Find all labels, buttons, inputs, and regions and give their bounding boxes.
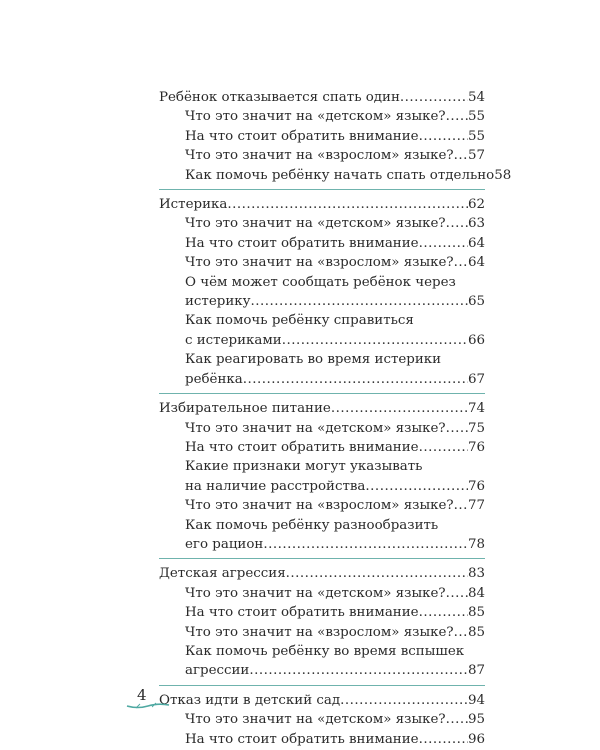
toc-section: [159, 691, 485, 749]
toc-page-number: 94: [467, 692, 485, 708]
toc-section: [159, 195, 485, 389]
section-divider: [159, 558, 485, 559]
toc-page-number: 87: [467, 663, 485, 679]
toc-section: [159, 88, 512, 185]
toc-entry[interactable]: [159, 273, 485, 312]
toc-page-number: 85: [467, 605, 485, 621]
toc-entry-text: Что это значит на «детском» языке?: [185, 109, 446, 125]
toc-page-number: 62: [467, 197, 485, 213]
table-of-contents: [159, 88, 512, 749]
toc-entry-text: Что это значит на «детском» языке?: [185, 712, 446, 728]
toc-leader: [331, 399, 468, 418]
toc-leader: [419, 127, 468, 146]
toc-page-number: 77: [467, 498, 485, 514]
toc-entry-text: Какие признаки могут указывать: [185, 459, 423, 475]
toc-leader: [454, 496, 468, 515]
section-divider: [159, 189, 485, 190]
toc-page-number: 58: [494, 167, 512, 183]
toc-title-text: Отказ идти в детский сад: [159, 692, 341, 708]
section-divider: [159, 685, 485, 686]
toc-leader: [286, 564, 468, 583]
toc-entry-text: с истериками: [185, 332, 282, 348]
toc-leader: [251, 292, 468, 311]
toc-page-number: 54: [467, 90, 485, 105]
toc-entry-text: Как помочь ребёнку справиться: [185, 313, 414, 329]
toc-entry[interactable]: [159, 730, 485, 749]
toc-entry[interactable]: [159, 419, 485, 438]
toc-entry-text: Что это значит на «взрослом» языке?: [185, 148, 454, 164]
toc-section-title[interactable]: [159, 691, 485, 710]
toc-page-number: 83: [467, 566, 485, 582]
toc-leader: [446, 584, 468, 603]
toc-page-number: 76: [467, 439, 485, 455]
toc-page-number: 55: [467, 109, 485, 125]
toc-entry-text: Как помочь ребёнку начать спать отдельно: [185, 167, 495, 183]
toc-section: [159, 564, 485, 680]
toc-title-text: Избирательное питание: [159, 401, 331, 417]
toc-entry[interactable]: [159, 166, 512, 185]
toc-page-number: 78: [467, 536, 485, 552]
section-divider: [159, 393, 485, 394]
toc-section-title[interactable]: [159, 564, 485, 583]
toc-page-number: 95: [467, 712, 485, 728]
toc-leader: [446, 710, 468, 729]
toc-entry-text: Что это значит на «взрослом» языке?: [185, 255, 454, 271]
toc-entry[interactable]: [159, 253, 485, 272]
toc-entry-text: агрессии: [185, 663, 250, 679]
toc-page-number: 84: [467, 585, 485, 601]
toc-entry[interactable]: [159, 516, 485, 555]
toc-entry-text: Что это значит на «взрослом» языке?: [185, 498, 454, 514]
toc-leader: [419, 234, 468, 253]
toc-page-number: 85: [467, 624, 485, 640]
toc-leader: [446, 107, 468, 126]
toc-leader: [446, 214, 468, 233]
toc-leader: [249, 661, 468, 680]
toc-entry-text: На что стоит обратить внимание: [185, 128, 419, 144]
toc-leader: [419, 730, 468, 749]
toc-title-text: Ребёнок отказывается спать один: [159, 90, 400, 105]
toc-entry-text: ребёнка: [185, 371, 243, 387]
toc-leader: [454, 253, 468, 272]
toc-page-number: 74: [467, 401, 485, 417]
toc-entry[interactable]: [159, 438, 485, 457]
toc-entry-text: Как реагировать во время истерики: [185, 352, 442, 368]
toc-entry-text: На что стоит обратить внимание: [185, 605, 419, 621]
toc-entry-text: на наличие расстройства: [185, 478, 366, 494]
toc-entry[interactable]: [159, 127, 485, 146]
toc-entry-text: Как помочь ребёнку во время вспышек: [185, 643, 465, 659]
toc-entry[interactable]: [159, 496, 485, 515]
toc-entry-text: истерику: [185, 294, 251, 310]
toc-leader: [446, 419, 468, 438]
toc-page-number: 96: [467, 731, 485, 747]
toc-entry-text: Что это значит на «детском» языке?: [185, 585, 446, 601]
toc-page-number: 57: [467, 148, 485, 164]
toc-leader: [419, 603, 468, 622]
toc-entry-text: Как помочь ребёнку разнообразить: [185, 517, 439, 533]
toc-entry-text: Что это значит на «взрослом» языке?: [185, 624, 454, 640]
toc-entry-text: На что стоит обратить внимание: [185, 439, 419, 455]
toc-entry[interactable]: [159, 234, 485, 253]
toc-entry[interactable]: [159, 107, 485, 126]
toc-title-text: Истерика: [159, 197, 228, 213]
toc-page-number: 64: [467, 235, 485, 251]
toc-section-title[interactable]: [159, 195, 485, 214]
toc-title-text: Детская агрессия: [159, 566, 286, 582]
toc-entry-text: На что стоит обратить внимание: [185, 731, 419, 747]
toc-entry[interactable]: [159, 710, 485, 729]
toc-entry[interactable]: [159, 642, 485, 681]
toc-entry[interactable]: [159, 584, 485, 603]
toc-leader: [282, 331, 468, 350]
toc-entry[interactable]: [159, 146, 485, 165]
toc-entry[interactable]: [159, 623, 485, 642]
toc-entry[interactable]: [159, 214, 485, 233]
toc-leader: [227, 195, 468, 214]
toc-entry-text: На что стоит обратить внимание: [185, 235, 419, 251]
toc-page-number: 76: [467, 478, 485, 494]
toc-section-title[interactable]: [159, 88, 485, 107]
toc-page-number: 67: [467, 371, 485, 387]
page-number: 4: [137, 686, 147, 704]
toc-entry-text: его рацион: [185, 536, 264, 552]
toc-entry[interactable]: [159, 603, 485, 622]
toc-leader: [340, 691, 468, 710]
toc-entry-text: Что это значит на «детском» языке?: [185, 216, 446, 232]
toc-entry[interactable]: [159, 457, 485, 496]
toc-page-number: 65: [467, 294, 485, 310]
toc-entry-text: О чём может сообщать ребёнок через: [185, 274, 456, 290]
toc-leader: [454, 623, 468, 642]
toc-section: [159, 399, 485, 554]
toc-leader: [365, 477, 468, 496]
toc-page-number: 75: [467, 420, 485, 436]
toc-leader: [243, 370, 468, 389]
toc-page-number: 66: [467, 332, 485, 348]
page-ornament: [126, 701, 170, 711]
toc-section-title[interactable]: [159, 399, 485, 418]
toc-entry[interactable]: [159, 350, 485, 389]
toc-entry-text: Что это значит на «детском» языке?: [185, 420, 446, 436]
toc-leader: [454, 146, 468, 165]
toc-leader: [419, 438, 468, 457]
toc-page-number: 64: [467, 255, 485, 271]
toc-leader: [263, 535, 468, 554]
toc-page-number: 55: [467, 128, 485, 144]
toc-leader: [400, 88, 468, 107]
toc-entry[interactable]: [159, 311, 485, 350]
toc-page-number: 63: [467, 216, 485, 232]
